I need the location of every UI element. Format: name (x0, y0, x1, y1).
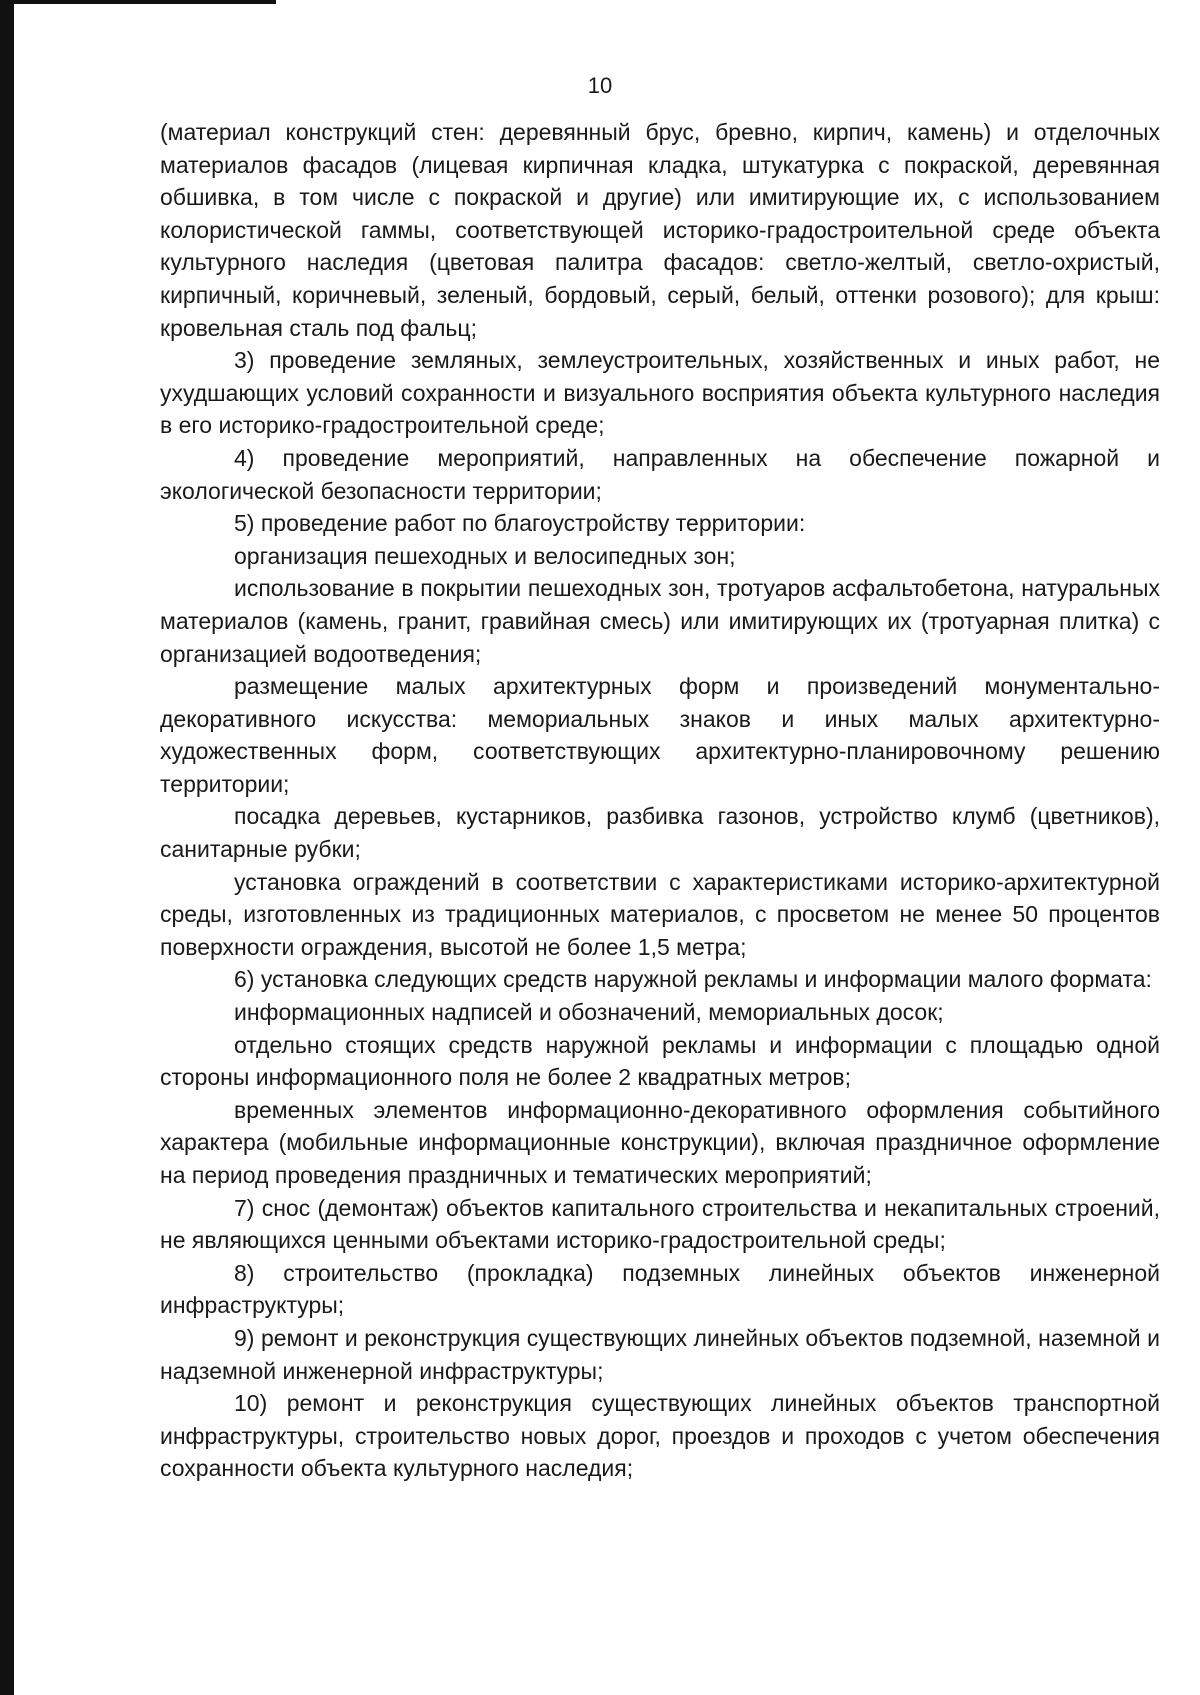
paragraph-subitem: информационных надписей и обозначений, мемориальных досок; (234, 999, 944, 1026)
paragraph-subitem: размещение малых архитектурных форм и произведений монументально-декоративного искусства: мемориальных знаков и иных малых архитектурно-художественных форм, соответствующих архитектурно-планировочному решению территории; (160, 673, 1160, 797)
paragraph-item-5: 5) проведение работ по благоустройству территории: (234, 510, 806, 537)
paragraph-item-6: 6) установка следующих средств наружной рекламы и информации малого формата: (234, 966, 1152, 993)
paragraph-subitem: посадка деревьев, кустарников, разбивка газонов, устройство клумб (цветников), санитарные рубки; (160, 803, 1160, 863)
paragraph-item-7: 7) снос (демонтаж) объектов капитального строительства и некапитальных строений, не являющихся ценными объектами историко-градостроительной среды; (160, 1194, 1160, 1254)
paragraph-subitem: использование в покрытии пешеходных зон, тротуаров асфальтобетона, натуральных материалов (камень, гранит, гравийная смесь) или имитирующих их (тротуарная плитка) с организацией водоотведения; (160, 575, 1160, 667)
page-number: 10 (587, 73, 613, 98)
paragraph-item-9: 9) ремонт и реконструкция существующих линейных объектов подземной, наземной и надземной инженерной инфраструктуры; (160, 1324, 1160, 1384)
paragraph-subitem: организация пешеходных и велосипедных зон; (234, 542, 736, 569)
paragraph-subitem: отдельно стоящих средств наружной рекламы и информации с площадью одной стороны информационного поля не более 2 квадратных метров; (160, 1031, 1160, 1091)
scan-border-top (14, 0, 276, 4)
paragraph-subitem: установка ограждений в соответствии с характеристиками историко-архитектурной среды, изготовленных из традиционных материалов, с просветом не менее 50 процентов поверхности ограждения, высотой не более 1,5 метра; (160, 868, 1160, 960)
paragraph-subitem: временных элементов информационно-декоративного оформления событийного характера (мобильные информационные конструкции), включая праздничное оформление на период проведения праздничных и тематических мероприятий; (160, 1096, 1160, 1188)
scan-border-left (0, 0, 14, 1695)
paragraph-item-10: 10) ремонт и реконструкция существующих линейных объектов транспортной инфраструктуры, строительство новых дорог, проездов и проходов с учетом обеспечения сохранности объекта культурного наследия; (160, 1390, 1160, 1482)
paragraph-continuation: (материал конструкций стен: деревянный брус, бревно, кирпич, камень) и отделочных материалов фасадов (лицевая кирпичная кладка, штукатурка с покраской, деревянная обшивка, в том числе с покраской и другие) или имитирующие их, с использованием колористической гаммы, соответствующей историко-градостроительной среде объекта культурного наследия (цветовая палитра фасадов: светло-желтый, светло-охристый, кирпичный, коричневый, зеленый, бордовый, серый, белый, оттенки розового); для крыш: кровельная сталь под фальц; (160, 119, 1160, 341)
paragraph-item-8: 8) строительство (прокладка) подземных линейных объектов инженерной инфраструктуры; (160, 1259, 1160, 1319)
paragraph-item-4: 4) проведение мероприятий, направленных на обеспечение пожарной и экологической безопасности территории; (160, 444, 1160, 504)
document-body (160, 116, 1160, 1485)
paragraph-item-3: 3) проведение земляных, землеустроительных, хозяйственных и иных работ, не ухудшающих условий сохранности и визуального восприятия объекта культурного наследия в его историко-градостроительной среде; (160, 347, 1160, 439)
